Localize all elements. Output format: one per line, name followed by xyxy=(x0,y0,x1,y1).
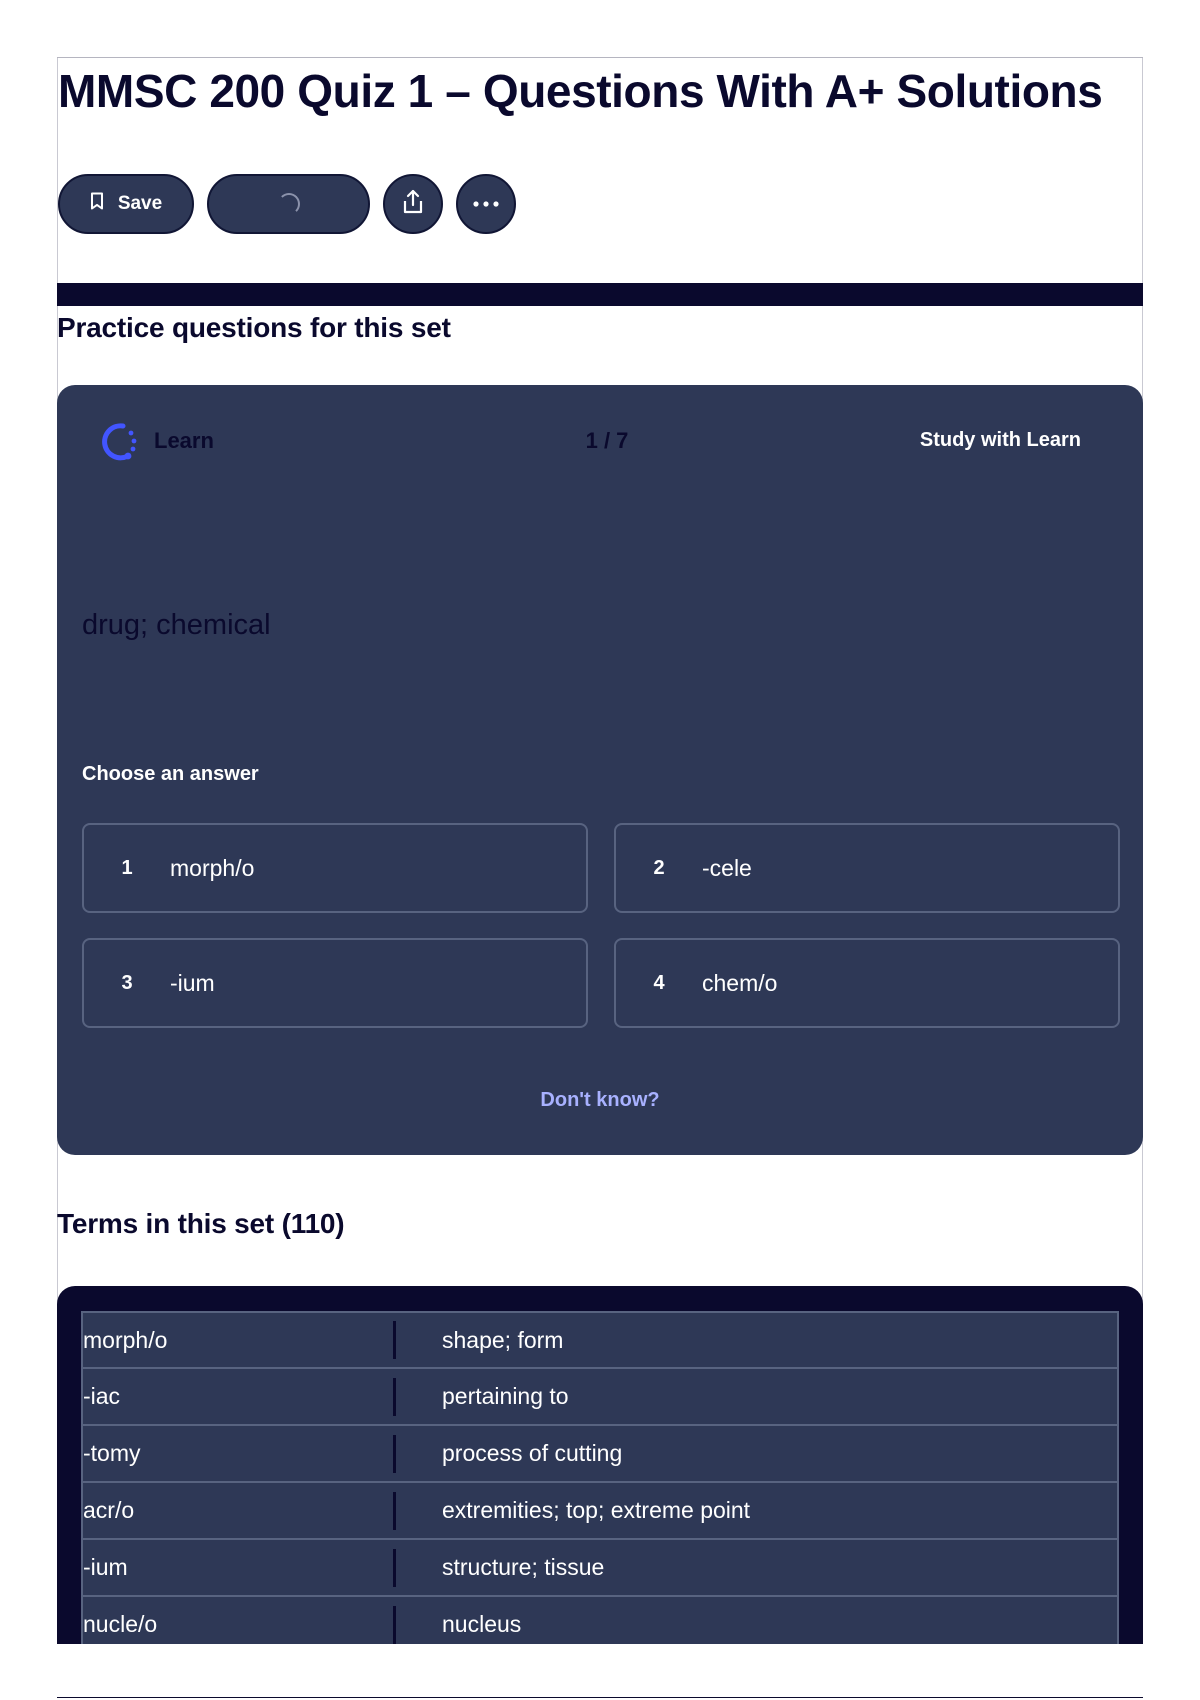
term-separator xyxy=(393,1606,396,1644)
term-word: acr/o xyxy=(83,1497,135,1523)
answer-option-1[interactable] xyxy=(82,823,588,913)
save-button[interactable] xyxy=(58,174,194,234)
page-title: MMSC 200 Quiz 1 – Questions With A+ Solutions xyxy=(58,65,1103,117)
more-button[interactable] xyxy=(456,174,516,234)
term-word: morph/o xyxy=(83,1326,168,1353)
term-definition: structure; tissue xyxy=(442,1554,605,1580)
learn-card xyxy=(57,385,1143,1155)
option-text: chem/o xyxy=(702,969,778,996)
option-text: -cele xyxy=(702,854,752,881)
term-word: -tomy xyxy=(83,1440,141,1466)
share-button[interactable] xyxy=(383,174,443,234)
table-row xyxy=(81,1368,1119,1425)
option-number: 3 xyxy=(121,971,133,994)
term-definition: pertaining to xyxy=(442,1383,569,1409)
term-separator xyxy=(393,1492,396,1530)
learn-mode-label: Learn xyxy=(154,428,214,453)
term-word: -ium xyxy=(83,1554,128,1580)
more-horizontal-icon xyxy=(472,195,500,213)
save-label: Save xyxy=(117,193,163,214)
bookmark-icon xyxy=(90,192,104,216)
table-row xyxy=(81,1596,1119,1644)
share-icon xyxy=(400,188,426,221)
answer-option-2[interactable] xyxy=(614,823,1120,913)
option-text: -ium xyxy=(170,969,215,996)
dont-know-button[interactable]: Don't know? xyxy=(540,1089,660,1111)
question-progress: 1 / 7 xyxy=(585,428,629,453)
table-row xyxy=(81,1539,1119,1596)
spinner-icon xyxy=(278,193,300,215)
option-number: 1 xyxy=(121,856,133,879)
table-row xyxy=(81,1311,1119,1368)
option-text: morph/o xyxy=(170,854,255,881)
top-rule xyxy=(57,57,1143,58)
bottom-rule xyxy=(57,1697,1143,1698)
loading-button[interactable] xyxy=(207,174,370,234)
term-separator xyxy=(393,1321,396,1359)
option-number: 2 xyxy=(653,856,665,879)
term-word: -iac xyxy=(83,1383,121,1409)
terms-panel xyxy=(57,1286,1143,1644)
term-separator xyxy=(393,1549,396,1587)
option-number: 4 xyxy=(653,971,665,994)
terms-heading: Terms in this set (110) xyxy=(57,1208,345,1239)
term-definition: extremities; top; extreme point xyxy=(442,1497,751,1523)
divider-bar xyxy=(57,283,1143,306)
question-prompt: drug; chemical xyxy=(82,609,271,641)
study-with-learn-link[interactable]: Study with Learn xyxy=(919,429,1081,451)
choose-answer-label: Choose an answer xyxy=(82,763,259,785)
answer-option-3[interactable] xyxy=(82,938,588,1028)
term-separator xyxy=(393,1378,396,1416)
term-definition: nucleus xyxy=(442,1611,522,1637)
term-separator xyxy=(393,1435,396,1473)
practice-heading: Practice questions for this set xyxy=(57,312,451,343)
terms-table xyxy=(81,1311,1119,1644)
term-word: nucle/o xyxy=(83,1611,158,1637)
learn-logo-icon xyxy=(97,421,139,463)
table-row xyxy=(81,1425,1119,1482)
answer-option-4[interactable] xyxy=(614,938,1120,1028)
table-row xyxy=(81,1482,1119,1539)
term-definition: shape; form xyxy=(442,1326,564,1353)
term-definition: process of cutting xyxy=(442,1440,623,1466)
